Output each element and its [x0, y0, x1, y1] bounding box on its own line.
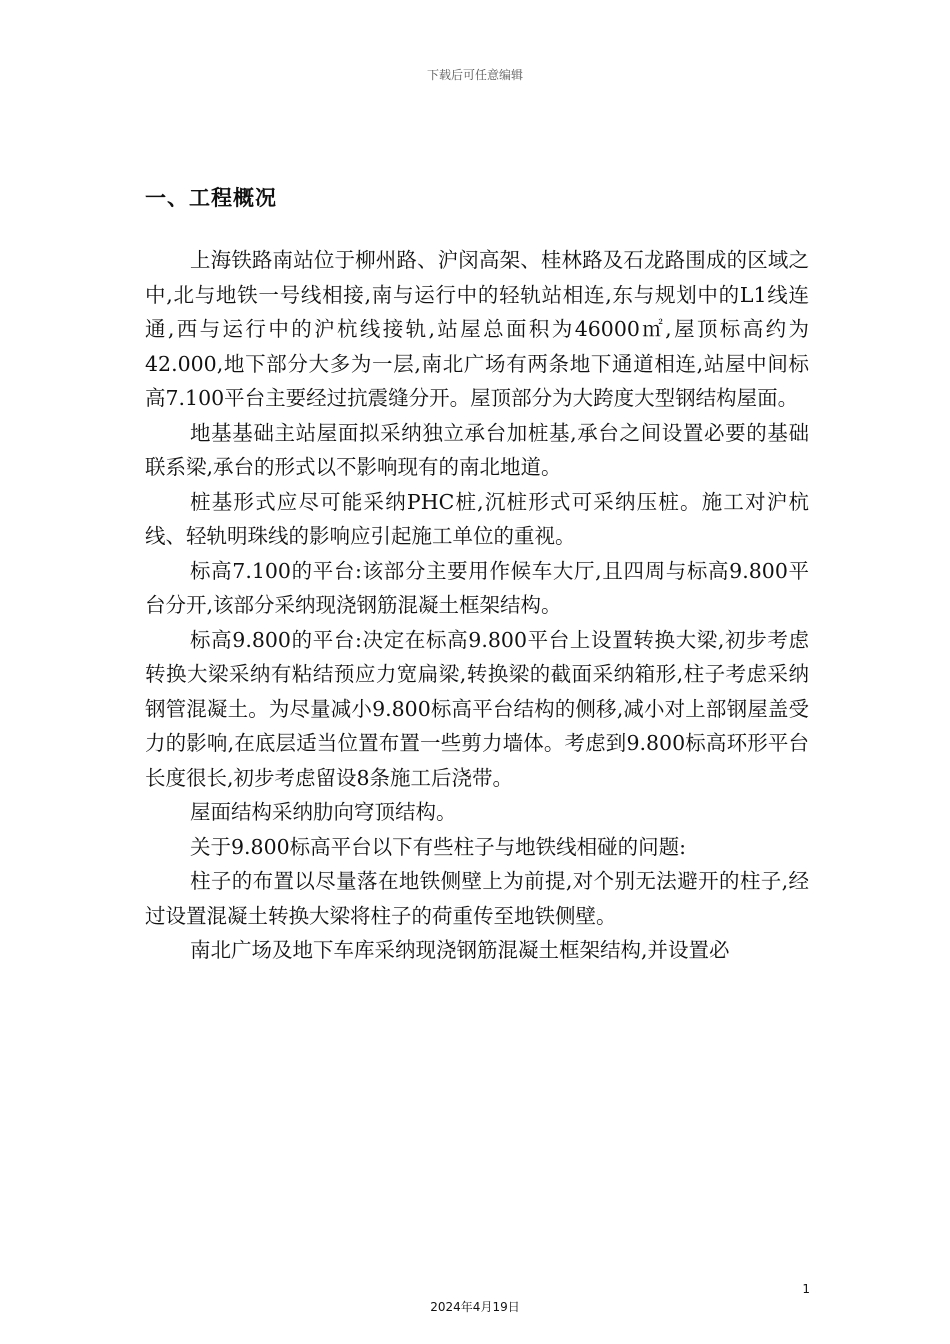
- paragraph-overview: 上海铁路南站位于柳州路、沪闵高架、桂林路及石龙路围成的区域之中,北与地铁一号线相接,南与运行中的轻轨站相连,东与规划中的L1线连通,西与运行中的沪杭线接轨,站屋总面积为46000㎡,屋顶标高约为 42.000,地下部分大多为一层,南北广场有两条地下通道相连,站屋中间标高7.100平台主要经过抗震缝分开。屋顶部分为大跨度大型钢结构屋面。: [145, 248, 809, 410]
- paragraph-column-issue: 关于9.800标高平台以下有些柱子与地铁线相碰的问题:: [190, 834, 687, 859]
- section-heading: 一、工程概况: [145, 186, 277, 210]
- paragraph-roof: 屋面结构采纳肋向穹顶结构。: [190, 800, 457, 824]
- paragraph-platform-7100: 标高7.100的平台:该部分主要用作候车大厅,且四周与标高9.800平台分开,该部分采纳现浇钢筋混凝土框架结构。: [145, 558, 809, 617]
- footer-date: 2024年4月19日: [430, 1300, 520, 1314]
- document-body: [145, 243, 809, 968]
- paragraph-piles: 桩基形式应尽可能采纳PHC桩,沉桩形式可采纳压桩。施工对沪杭线、轻轨明珠线的影响应引起施工单位的重视。: [145, 489, 809, 548]
- page-number: 1: [802, 1282, 810, 1296]
- page-header: 下载后可任意编辑: [426, 68, 523, 82]
- paragraph-foundation: 地基基础主站屋面拟采纳独立承台加桩基,承台之间设置必要的基础联系梁,承台的形式以不影响现有的南北地道。: [145, 420, 809, 479]
- paragraph-column-layout: 柱子的布置以尽量落在地铁侧壁上为前提,对个别无法避开的柱子,经过设置混凝土转换大梁将柱子的荷重传至地铁侧壁。: [145, 869, 809, 928]
- paragraph-plaza-garage: 南北广场及地下车库采纳现浇钢筋混凝土框架结构,并设置必: [190, 938, 730, 962]
- paragraph-platform-9800: 标高9.800的平台:决定在标高9.800平台上设置转换大梁,初步考虑转换大梁采纳有粘结预应力宽扁梁,转换梁的截面采纳箱形,柱子考虑采纳钢管混凝土。为尽量减小9.800标高平台结构的侧移,减小对上部钢屋盖受力的影响,在底层适当位置布置一些剪力墙体。考虑到9.800标高环形平台长度很长,初步考虑留设8条施工后浇带。: [145, 627, 809, 790]
